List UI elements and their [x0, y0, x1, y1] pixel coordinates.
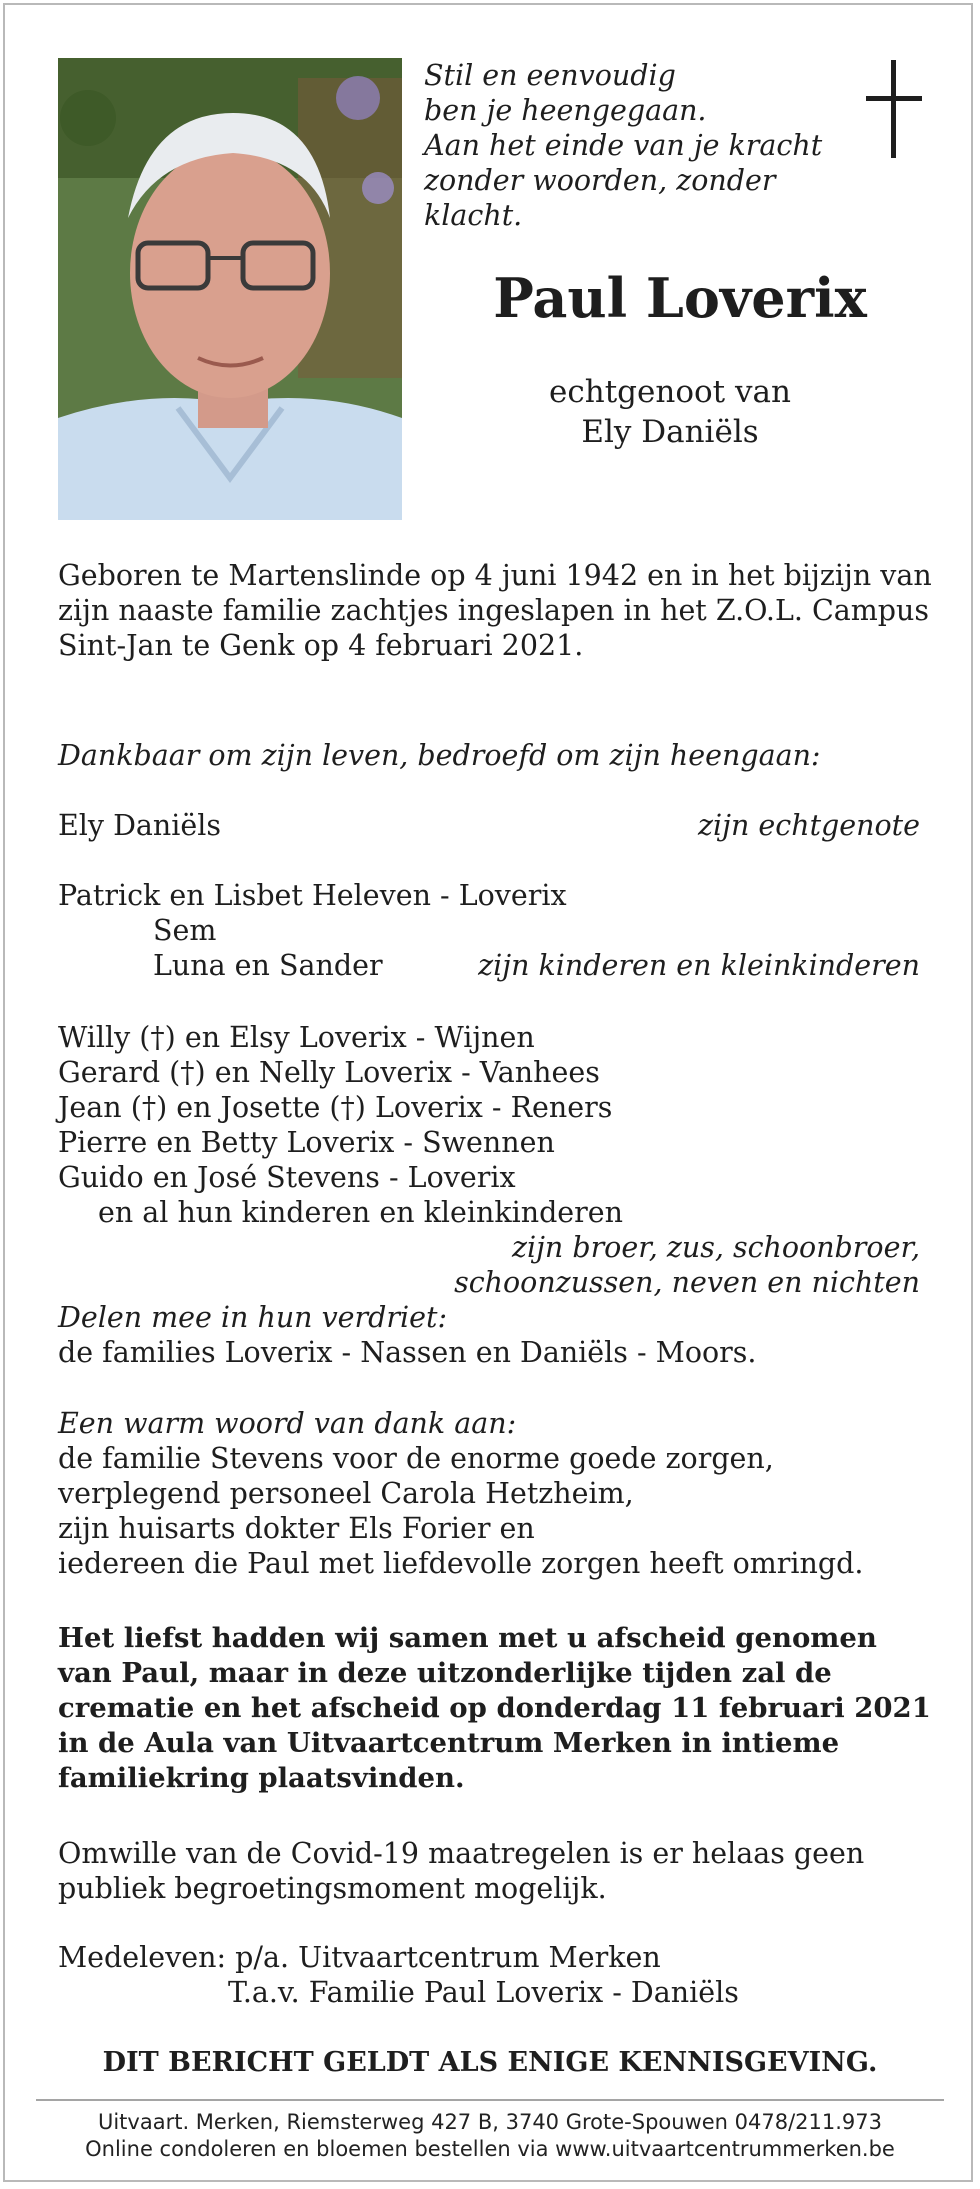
deceased-name: Paul Loverix [493, 266, 867, 330]
sibling-line: Gerard (†) en Nelly Loverix - Vanhees [58, 1056, 600, 1089]
portrait-illustration [58, 58, 402, 520]
poem-line: zonder woorden, zonder klacht. [424, 164, 776, 232]
footer-address: Uitvaart. Merken, Riemsterweg 427 B, 3740 Grote-Spouwen 0478/211.973 [97, 2110, 883, 2134]
covid-line: publiek begroetingsmoment mogelijk. [58, 1872, 607, 1905]
poem [424, 58, 824, 233]
thanks-block [58, 1406, 958, 1581]
condolences-line2: T.a.v. Familie Paul Loverix - Daniëls [228, 1976, 739, 2009]
spouse-name: Ely Daniëls [581, 414, 759, 450]
share-text: de families Loverix - Nassen en Daniëls - Moors. [58, 1336, 757, 1369]
thanks-line: verplegend personeel Carola Hetzheim, [58, 1477, 634, 1510]
grandchild-line: Luna en Sander [153, 949, 383, 982]
announcement-line: familiekring plaatsvinden. [58, 1762, 465, 1794]
spouse-block [470, 372, 870, 452]
grandchild-line: Sem [153, 914, 217, 947]
footer-website[interactable]: Online condoleren en bloemen bestellen via www.uitvaartcentrummerken.be [85, 2137, 895, 2161]
sibling-line: Jean (†) en Josette (†) Loverix - Reners [58, 1091, 613, 1124]
sibling-line: Guido en José Stevens - Loverix [58, 1161, 516, 1194]
announcement-line: Het liefst hadden wij samen met u afscheid genomen [58, 1622, 877, 1654]
thanks-heading: Een warm woord van dank aan: [58, 1407, 517, 1440]
announcement [58, 1621, 958, 1796]
thanks-line: zijn huisarts dokter Els Forier en [58, 1512, 535, 1545]
thanks-line: de familie Stevens voor de enorme goede zorgen, [58, 1442, 774, 1475]
announcement-line: van Paul, maar in deze uitzonderlijke tijden zal de [58, 1657, 832, 1689]
siblings-role-line: schoonzussen, neven en nichten [454, 1266, 920, 1299]
footer-divider [36, 2099, 944, 2101]
family-spouse-name: Ely Daniëls [58, 809, 221, 842]
siblings-role [400, 1230, 920, 1300]
poem-line: ben je heengegaan. [424, 94, 707, 127]
official-notice: DIT BERICHT GELDT ALS ENIGE KENNISGEVING. [102, 2047, 878, 2078]
spouse-intro: echtgenoot van [549, 374, 791, 410]
children-line: Patrick en Lisbet Heleven - Loverix [58, 879, 567, 912]
birth-line: Sint-Jan te Genk op 4 februari 2021. [58, 629, 584, 662]
sibling-extra: en al hun kinderen en kleinkinderen [98, 1196, 624, 1229]
covid-line: Omwille van de Covid-19 maatregelen is er helaas geen [58, 1837, 865, 1870]
condolences-line1: Medeleven: p/a. Uitvaartcentrum Merken [58, 1941, 661, 1974]
poem-line: Aan het einde van je kracht [424, 129, 823, 162]
birth-paragraph [58, 558, 938, 663]
siblings-list [58, 1020, 938, 1230]
share-block [58, 1300, 938, 1370]
birth-line: Geboren te Martenslinde op 4 juni 1942 en in het bijzijn van [58, 559, 932, 592]
birth-line: zijn naaste familie zachtjes ingeslapen in het Z.O.L. Campus [58, 594, 930, 627]
grateful-line: Dankbaar om zijn leven, bedroefd om zijn heengaan: [58, 739, 821, 772]
poem-line: Stil en eenvoudig [424, 59, 676, 92]
siblings-role-line: zijn broer, zus, schoonbroer, [511, 1231, 920, 1264]
covid-note [58, 1836, 958, 1906]
thanks-line: iedereen die Paul met liefdevolle zorgen heeft omringd. [58, 1547, 864, 1580]
announcement-line: crematie en het afscheid op donderdag 11 februari 2021 [58, 1692, 931, 1724]
sibling-line: Willy (†) en Elsy Loverix - Wijnen [58, 1021, 535, 1054]
children-role: zijn kinderen en kleinkinderen [478, 949, 920, 982]
sibling-line: Pierre en Betty Loverix - Swennen [58, 1126, 555, 1159]
announcement-line: in de Aula van Uitvaartcentrum Merken in intieme [58, 1727, 840, 1759]
portrait-photo [58, 58, 402, 520]
share-heading: Delen mee in hun verdriet: [58, 1301, 448, 1334]
family-spouse-role: zijn echtgenote [698, 809, 920, 842]
